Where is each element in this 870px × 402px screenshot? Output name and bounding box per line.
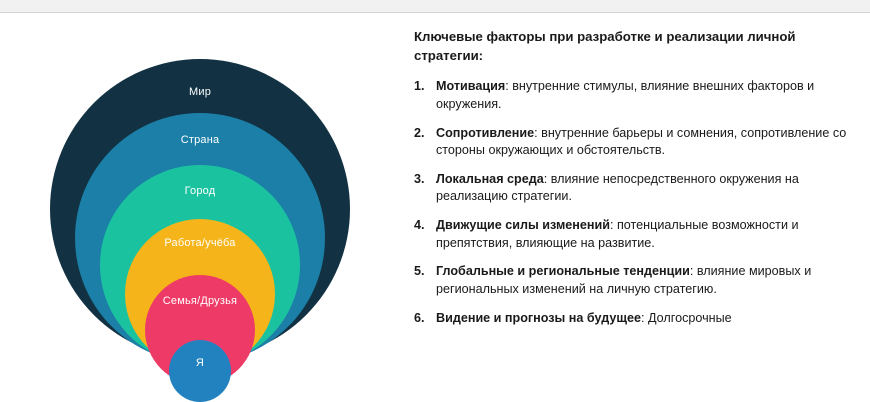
- list-item: [414, 217, 860, 252]
- list-item-text: внутренние стимулы, влияние внешних факторов и окружения.: [436, 79, 815, 111]
- list-item-title: Глобальные и региональные тенденции: [436, 264, 690, 279]
- ring-label-self: Я: [195, 357, 205, 369]
- list-item: [414, 263, 860, 298]
- list-item-separator: :: [641, 310, 649, 325]
- list-item-body: [436, 310, 860, 328]
- list-item: [414, 78, 860, 113]
- list-item-body: [436, 125, 860, 160]
- content-heading: Ключевые факторы при разработке и реализации личной стратегии:: [414, 29, 796, 64]
- content-column: [414, 27, 860, 338]
- ring-self: [169, 340, 231, 402]
- list-item-separator: :: [609, 218, 617, 233]
- list-item-body: [436, 217, 860, 252]
- concentric-circles-diagram: [0, 13, 400, 400]
- list-item-text: Долгосрочные: [648, 310, 732, 325]
- list-item-number: 5.: [414, 264, 425, 279]
- ring-label-work-study: Работа/учёба: [164, 237, 236, 249]
- window-top-bar: [0, 0, 870, 13]
- list-item: [414, 125, 860, 160]
- list-item-number: 6.: [414, 310, 425, 325]
- ring-label-country: Страна: [180, 134, 220, 146]
- slide-canvas: [0, 13, 870, 400]
- list-item-separator: :: [505, 79, 513, 94]
- list-item-number: 3.: [414, 171, 425, 186]
- list-item-text: влияние непосредственного окружения на реализацию стратегии.: [436, 171, 799, 204]
- list-item-number: 2.: [414, 125, 425, 140]
- list-item-separator: :: [543, 171, 551, 186]
- ring-label-family-friends: Семья/Друзья: [162, 295, 238, 307]
- list-item: [414, 310, 860, 328]
- list-item-text: потенциальные возможности и препятствия, влияющие на развитие.: [436, 218, 799, 250]
- list-item: [414, 171, 860, 206]
- list-item-body: [436, 78, 860, 113]
- list-item-number: 4.: [414, 218, 425, 233]
- list-item-text: влияние мировых и региональных изменений на личную стратегию.: [436, 264, 812, 296]
- ring-label-city: Город: [184, 185, 216, 197]
- list-item-title: Сопротивление: [436, 125, 535, 140]
- list-item-title: Мотивация: [436, 79, 506, 94]
- ring-label-world: Мир: [188, 86, 212, 98]
- list-item-number: 1.: [414, 79, 425, 94]
- list-item-title: Локальная среда: [436, 171, 544, 186]
- list-item-title: Движущие силы изменений: [436, 218, 610, 233]
- list-item-body: [436, 263, 860, 298]
- list-item-separator: :: [534, 125, 542, 140]
- list-item-title: Видение и прогнозы на будущее: [436, 310, 642, 325]
- factors-list: [414, 78, 860, 327]
- list-item-separator: :: [689, 264, 697, 279]
- list-item-body: [436, 171, 860, 206]
- list-item-text: внутренние барьеры и сомнения, сопротивление со стороны окружающих и обстоятельств.: [436, 125, 847, 158]
